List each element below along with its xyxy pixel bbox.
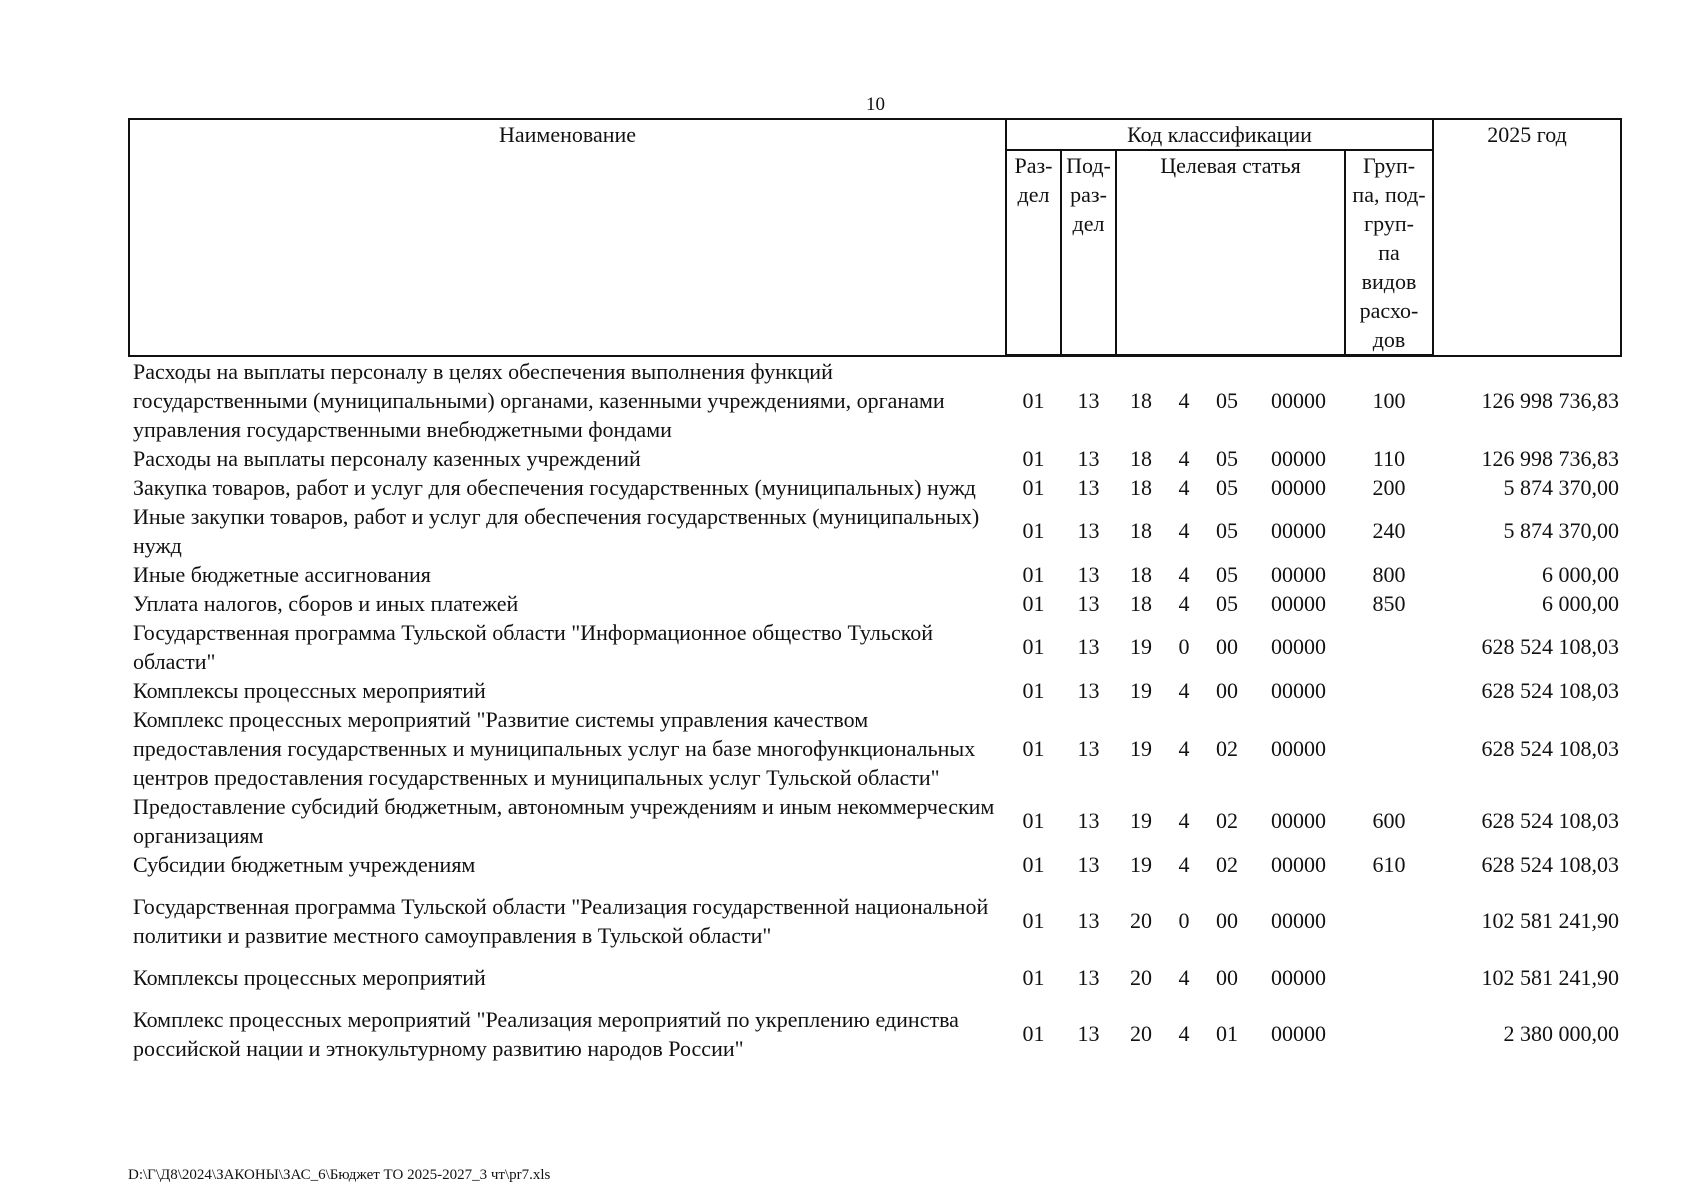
row-amount: 6 000,00	[1542, 561, 1620, 587]
row-podrazdel: 13	[1077, 735, 1100, 761]
row-expense-group	[1345, 950, 1433, 992]
row-podrazdel: 13	[1077, 964, 1100, 990]
row-target-direction: 00000	[1271, 1021, 1326, 1046]
header-name: Наименование	[129, 119, 1006, 356]
row-target-type: 4	[1178, 964, 1190, 990]
row-razdel: 01	[1022, 518, 1045, 543]
table-row	[129, 618, 1621, 676]
row-name: Расходы на выплаты персоналу казенных учреждений	[133, 445, 641, 471]
row-name: Иные закупки товаров, работ и услуг для обеспечения государственных (муниципальных) нужд	[133, 503, 980, 558]
row-amount: 126 998 736,83	[1481, 387, 1620, 413]
row-razdel: 01	[1022, 808, 1045, 833]
row-podrazdel: 13	[1077, 561, 1100, 587]
row-amount: 2 380 000,00	[1503, 1021, 1620, 1046]
row-name: Субсидии бюджетным учреждениям	[133, 851, 476, 877]
row-expense-group: 100	[1372, 387, 1406, 413]
row-target-type: 4	[1178, 677, 1190, 703]
row-target-complex: 05	[1216, 590, 1238, 616]
header-target-article: Целевая статья	[1116, 150, 1345, 356]
table-row	[129, 676, 1621, 705]
header-year: 2025 год	[1433, 119, 1621, 356]
row-expense-group: 610	[1372, 851, 1406, 877]
row-razdel: 01	[1022, 474, 1045, 500]
row-amount: 628 524 108,03	[1481, 851, 1620, 877]
row-target-program: 19	[1130, 634, 1152, 659]
table-row	[129, 705, 1621, 792]
row-target-type: 4	[1178, 808, 1190, 833]
row-podrazdel: 13	[1077, 445, 1100, 471]
row-name: Уплата налогов, сборов и иных платежей	[133, 590, 519, 616]
row-target-type: 4	[1178, 518, 1190, 543]
row-amount: 6 000,00	[1542, 590, 1620, 616]
row-target-type: 4	[1178, 445, 1190, 471]
row-target-program: 18	[1130, 387, 1152, 413]
row-target-type: 4	[1178, 590, 1190, 616]
row-podrazdel: 13	[1077, 808, 1100, 833]
row-target-complex: 02	[1216, 851, 1238, 877]
row-amount: 628 524 108,03	[1481, 735, 1620, 761]
row-target-program: 19	[1130, 677, 1152, 703]
row-razdel: 01	[1022, 590, 1045, 616]
row-expense-group	[1345, 618, 1433, 676]
row-amount: 5 874 370,00	[1503, 518, 1620, 543]
row-razdel: 01	[1022, 445, 1045, 471]
row-target-direction: 00000	[1271, 518, 1326, 543]
row-target-program: 18	[1130, 474, 1152, 500]
row-target-complex: 02	[1216, 735, 1238, 761]
row-name: Комплексы процессных мероприятий	[133, 964, 486, 990]
row-razdel: 01	[1022, 964, 1045, 990]
row-target-direction: 00000	[1271, 851, 1326, 877]
row-target-complex: 05	[1216, 561, 1238, 587]
row-expense-group: 110	[1372, 445, 1406, 471]
row-target-complex: 05	[1216, 518, 1238, 543]
row-target-type: 4	[1178, 387, 1190, 413]
row-target-complex: 05	[1216, 474, 1238, 500]
row-name: Комплексы процессных мероприятий	[133, 677, 486, 703]
row-target-direction: 00000	[1271, 677, 1326, 703]
header-expense-group: Груп- па, под- груп- па видов расхо- дов	[1345, 150, 1433, 356]
row-target-complex: 05	[1216, 445, 1238, 471]
table-row	[129, 444, 1621, 473]
row-target-type: 4	[1178, 474, 1190, 500]
row-podrazdel: 13	[1077, 908, 1100, 933]
row-target-program: 19	[1130, 808, 1152, 833]
row-expense-group	[1345, 705, 1433, 792]
row-name: Комплекс процессных мероприятий "Развитие системы управления качеством предоставления государственных и муниципальных услуг на базе многофункциональных центров предоставления государственных и муниципальных услуг Тульской области"	[133, 706, 976, 790]
row-target-direction: 00000	[1271, 387, 1326, 413]
row-amount: 628 524 108,03	[1481, 677, 1620, 703]
row-name: Расходы на выплаты персоналу в целях обеспечения выполнения функций государственными (муниципальными) органами, казенными учреждениями, органами управления государственными внебюджетными фондами	[133, 358, 945, 442]
header-code-group: Код классификации	[1006, 119, 1433, 150]
row-podrazdel: 13	[1077, 590, 1100, 616]
table-row	[129, 992, 1621, 1063]
table-row	[129, 879, 1621, 950]
row-amount: 102 581 241,90	[1481, 964, 1620, 990]
row-expense-group	[1345, 676, 1433, 705]
row-razdel: 01	[1022, 677, 1045, 703]
table-row	[129, 502, 1621, 560]
table-row	[129, 473, 1621, 502]
header-podrazdel: Под- раз- дел	[1061, 150, 1116, 356]
row-name: Комплекс процессных мероприятий "Реализация мероприятий по укреплению единства российской нации и этнокультурному развитию народов России"	[133, 1006, 959, 1061]
header-razdel: Раз- дел	[1006, 150, 1061, 356]
row-name: Предоставление субсидий бюджетным, автономным учреждениям и иным некоммерческим организациям	[133, 793, 995, 848]
row-razdel: 01	[1022, 851, 1045, 877]
row-razdel: 01	[1022, 735, 1045, 761]
row-razdel: 01	[1022, 561, 1045, 587]
row-name: Государственная программа Тульской области "Реализация государственной национальной политики и развитие местного самоуправления в Тульской области"	[133, 893, 989, 948]
row-podrazdel: 13	[1077, 677, 1100, 703]
table-row	[129, 589, 1621, 618]
row-target-direction: 00000	[1271, 908, 1326, 933]
row-razdel: 01	[1022, 908, 1045, 933]
row-amount: 628 524 108,03	[1481, 808, 1620, 833]
row-podrazdel: 13	[1077, 634, 1100, 659]
row-amount: 5 874 370,00	[1503, 474, 1620, 500]
table-body	[129, 356, 1621, 1063]
row-target-program: 20	[1130, 1021, 1152, 1046]
row-target-program: 19	[1130, 851, 1152, 877]
row-podrazdel: 13	[1077, 518, 1100, 543]
row-podrazdel: 13	[1077, 1021, 1100, 1046]
row-name: Государственная программа Тульской области "Информационное общество Тульской области"	[133, 619, 934, 674]
row-target-complex: 00	[1216, 908, 1238, 933]
row-target-program: 18	[1130, 590, 1152, 616]
row-target-direction: 00000	[1271, 634, 1326, 659]
row-amount: 628 524 108,03	[1481, 634, 1620, 659]
row-target-program: 18	[1130, 518, 1152, 543]
row-podrazdel: 13	[1077, 474, 1100, 500]
row-expense-group: 800	[1372, 561, 1406, 587]
budget-table	[128, 118, 1622, 1063]
row-target-complex: 01	[1216, 1021, 1238, 1046]
row-target-complex: 05	[1216, 387, 1238, 413]
row-target-program: 18	[1130, 445, 1152, 471]
row-target-program: 20	[1130, 908, 1152, 933]
row-target-type: 0	[1178, 908, 1190, 933]
row-expense-group: 200	[1372, 474, 1406, 500]
row-name: Закупка товаров, работ и услуг для обеспечения государственных (муниципальных) нужд	[133, 474, 976, 500]
row-target-direction: 00000	[1271, 561, 1326, 587]
row-target-direction: 00000	[1271, 735, 1326, 761]
row-target-type: 0	[1178, 634, 1190, 659]
row-amount: 126 998 736,83	[1481, 445, 1620, 471]
table-row	[129, 950, 1621, 992]
row-name: Иные бюджетные ассигнования	[133, 561, 431, 587]
row-target-program: 19	[1130, 735, 1152, 761]
row-target-type: 4	[1178, 561, 1190, 587]
table-row	[129, 792, 1621, 850]
table-row	[129, 850, 1621, 879]
footer-file-path: D:\Г\Д8\2024\ЗАКОНЫ\ЗАС_6\Бюджет ТО 2025-2027_3 чт\pr7.xls	[128, 1167, 551, 1183]
row-podrazdel: 13	[1077, 851, 1100, 877]
row-target-type: 4	[1178, 1021, 1190, 1046]
row-target-direction: 00000	[1271, 964, 1326, 990]
row-target-direction: 00000	[1271, 808, 1326, 833]
row-target-program: 18	[1130, 561, 1152, 587]
row-target-direction: 00000	[1271, 590, 1326, 616]
row-razdel: 01	[1022, 387, 1045, 413]
row-amount: 102 581 241,90	[1481, 908, 1620, 933]
row-podrazdel: 13	[1077, 387, 1100, 413]
row-expense-group	[1345, 992, 1433, 1063]
row-target-direction: 00000	[1271, 474, 1326, 500]
row-target-type: 4	[1178, 735, 1190, 761]
row-target-program: 20	[1130, 964, 1152, 990]
row-razdel: 01	[1022, 634, 1045, 659]
row-expense-group	[1345, 879, 1433, 950]
row-target-direction: 00000	[1271, 445, 1326, 471]
page-number: 10	[866, 94, 885, 115]
row-target-complex: 00	[1216, 634, 1238, 659]
table-row	[129, 560, 1621, 589]
row-expense-group: 600	[1372, 808, 1406, 833]
row-expense-group: 240	[1372, 518, 1406, 543]
row-target-complex: 00	[1216, 677, 1238, 703]
table-row	[129, 356, 1621, 444]
row-target-complex: 00	[1216, 964, 1238, 990]
row-target-complex: 02	[1216, 808, 1238, 833]
row-razdel: 01	[1022, 1021, 1045, 1046]
row-expense-group: 850	[1372, 590, 1406, 616]
row-target-type: 4	[1178, 851, 1190, 877]
